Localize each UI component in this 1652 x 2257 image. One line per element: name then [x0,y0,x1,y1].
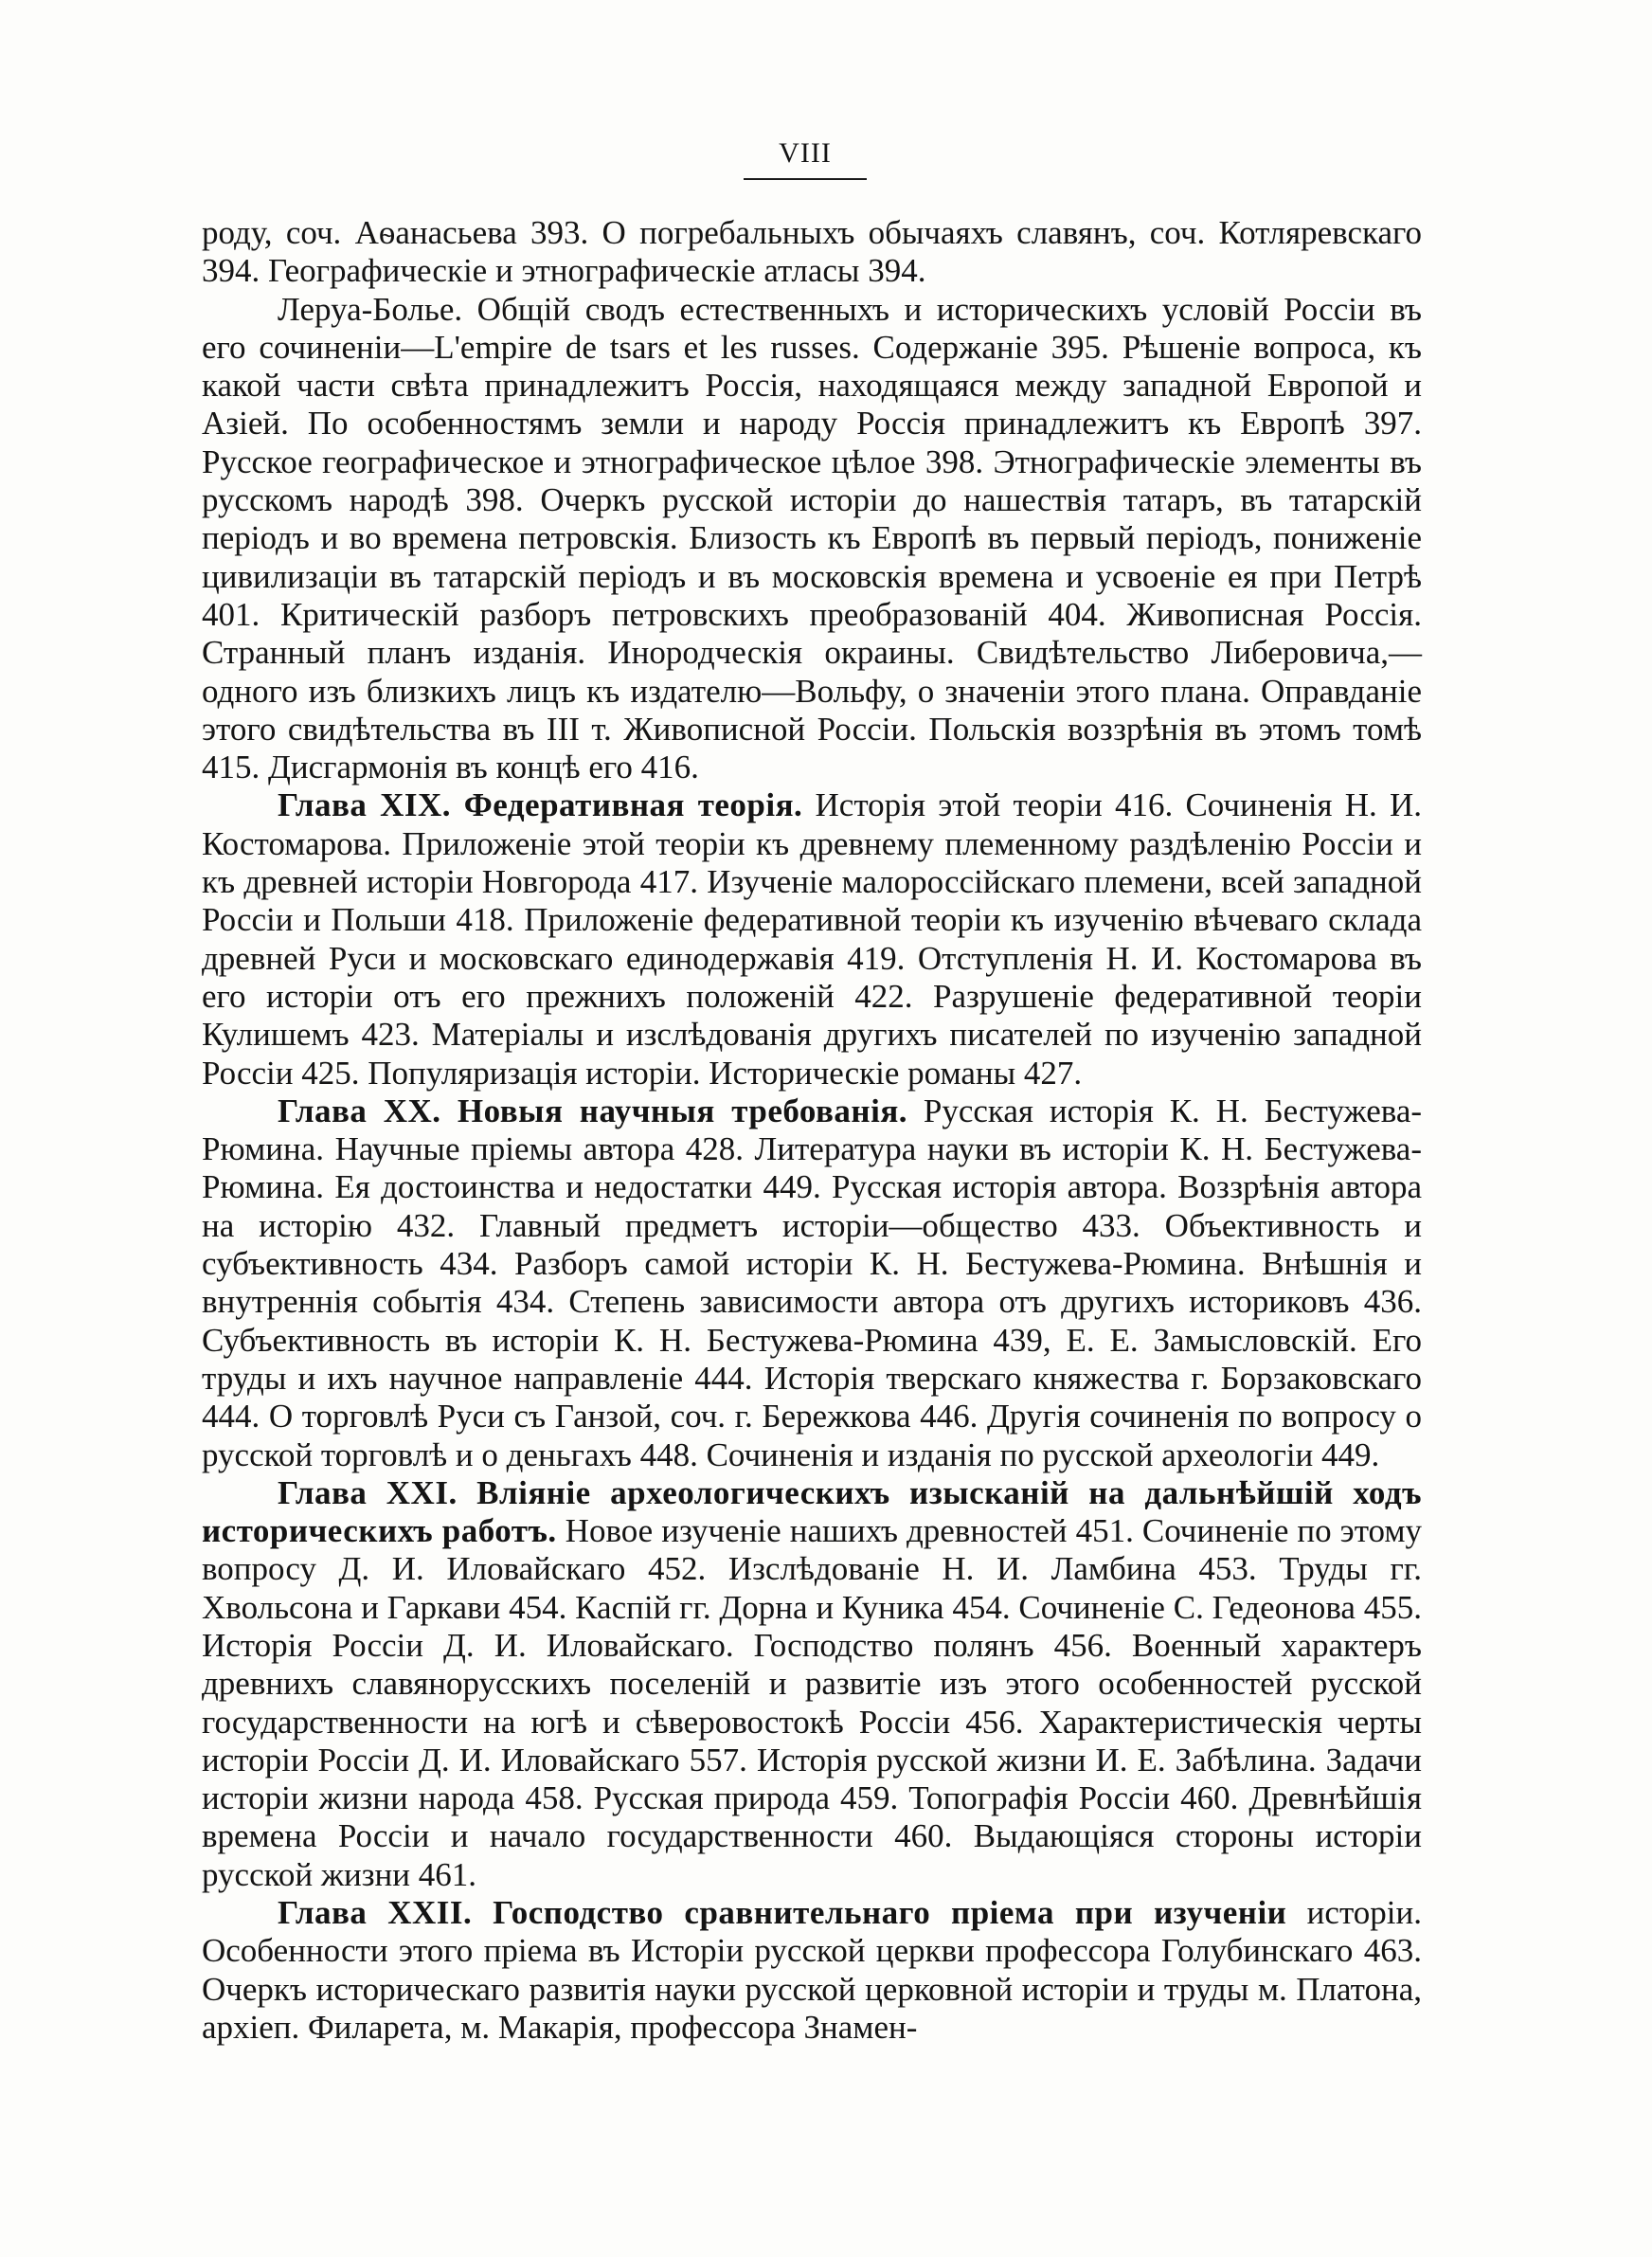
chapter-title: Глава XIX. Федеративная теорія. [278,786,803,824]
table-of-contents-text [202,214,1422,2047]
paragraph-text: Леруа-Болье. Общій сводъ естественныхъ и историческихъ условій Россіи въ его сочиненіи—L'empire de tsars et les russes. Содержаніе 395. Рѣшеніе вопроса, къ какой части свѣта принадлежитъ Россія, находящаяся между западной Европой и Азіей. По особенностямъ земли и народу Россія принадлежитъ къ Европѣ 397. Русское географическое и этнографическое цѣлое 398. Этнографическіе элементы въ русскомъ народѣ 398. Очеркъ русской исторіи до нашествія татаръ, въ татарскій періодъ и во времена петровскія. Близость къ Европѣ въ первый періодъ, пониженіе цивилизаціи въ татарскій періодъ и въ московскія времена и усвоеніе ея при Петрѣ 401. Критическій разборъ петровскихъ преобразованій 404. Живописная Россія. Странный планъ изданія. Инородческія окраины. Свидѣтельство Либеровича,—одного изъ близкихъ лицъ къ издателю—Вольфу, о значеніи этого плана. Оправданіе этого свидѣтельства въ III т. Живописной Россіи. Польскія воззрѣнія въ этомъ томѣ 415. Дисгармонія въ концѣ его 416. [202,290,1422,786]
chapter-title: Глава XXII. Господство сравнительнаго пріема при изученіи [278,1894,1287,1932]
paragraph-continuation [202,214,1422,291]
chapter-summary: Исторія этой теоріи 416. Сочиненія Н. И. Костомарова. Приложеніе этой теоріи къ древнему племенному раздѣленію Россіи и къ древней исторіи Новгорода 417. Изученіе малороссійскаго племени, всей западной Россіи и Польши 418. Приложеніе федеративной теоріи къ изученію вѣчеваго склада древней Руси и московскаго единодержавія 419. Отступленія Н. И. Костомарова въ его исторіи отъ его прежнихъ положеній 422. Разрушеніе федеративной теоріи Кулишемъ 423. Матеріалы и изслѣдованія другихъ писателей по изученію западной Россіи 425. Популяризація исторіи. Историческіе романы 427. [202,786,1422,1092]
chapter-xx-entry [202,1092,1422,1474]
chapter-summary: Новое изученіе нашихъ древностей 451. Сочиненіе по этому вопросу Д. И. Иловайскаго 452. Изслѣдованіе Н. И. Ламбина 453. Труды гг. Хвольсона и Гаркави 454. Каспій гг. Дорна и Куника 454. Сочиненіе С. Гедеонова 455. Исторія Россіи Д. И. Иловайскаго. Господство полянъ 456. Военный характеръ древнихъ славянорусскихъ поселеній и развитіе изъ этого особенностей русской государственности на югѣ и сѣверовостокѣ Россіи 456. Характеристическія черты исторіи Россіи Д. И. Иловайскаго 557. Исторія русской жизни И. Е. Забѣлина. Задачи исторіи жизни народа 458. Русская природа 459. Топографія Россіи 460. Древнѣйшія времена Россіи и начало государственности 460. Выдающіяся стороны исторіи русской жизни 461. [202,1512,1423,1893]
paragraph-text: роду, соч. Аѳанасьева 393. О погребальныхъ обычаяхъ славянъ, соч. Котляревскаго 394. Географическіе и этнографическіе атласы 394. [202,214,1422,290]
page-number-underline [744,178,867,180]
chapter-xxii-entry [202,1894,1422,2047]
chapter-summary: исторіи. Особенности этого пріема въ Исторіи русской церкви профессора Голубинскаго 463. Очеркъ историческаго развитія науки русской церковной исторіи и труды м. Платона, архіеп. Филарета, м. Макарія, профессора Знамен- [202,1894,1422,2046]
page-number: VIII [779,137,832,169]
chapter-title: Глава XX. Новыя научныя требованія. [278,1092,908,1129]
chapter-title: Глава XXI. Вліяніе археологическихъ изысканій на дальнѣйшій ходъ историческихъ работъ. [202,1473,1422,1550]
chapter-xxi-entry [202,1474,1422,1894]
paragraph-leroy-beaulieu [202,291,1422,787]
chapter-summary: Русская исторія К. Н. Бестужева-Рюмина. Научные пріемы автора 428. Литература науки въ исторіи К. Н. Бестужева-Рюмина. Ея достоинства и недостатки 449. Русская исторія автора. Воззрѣнія автора на исторію 432. Главный предметъ исторіи—общество 433. Объективность и субъективность 434. Разборъ самой исторіи К. Н. Бестужева-Рюмина. Внѣшнія и внутреннія событія 434. Степень зависимости автора отъ другихъ историковъ 436. Субъективность въ исторіи К. Н. Бестужева-Рюмина 439, Е. Е. Замысловскій. Его труды и ихъ научное направленіе 444. Исторія тверскаго княжества г. Борзаковскаго 444. О торговлѣ Руси съ Ганзой, соч. г. Бережкова 446. Другія сочиненія по вопросу о русской торговлѣ и о деньгахъ 448. Сочиненія и изданія по русской археологіи 449. [202,1092,1423,1473]
chapter-xix-entry [202,786,1422,1092]
